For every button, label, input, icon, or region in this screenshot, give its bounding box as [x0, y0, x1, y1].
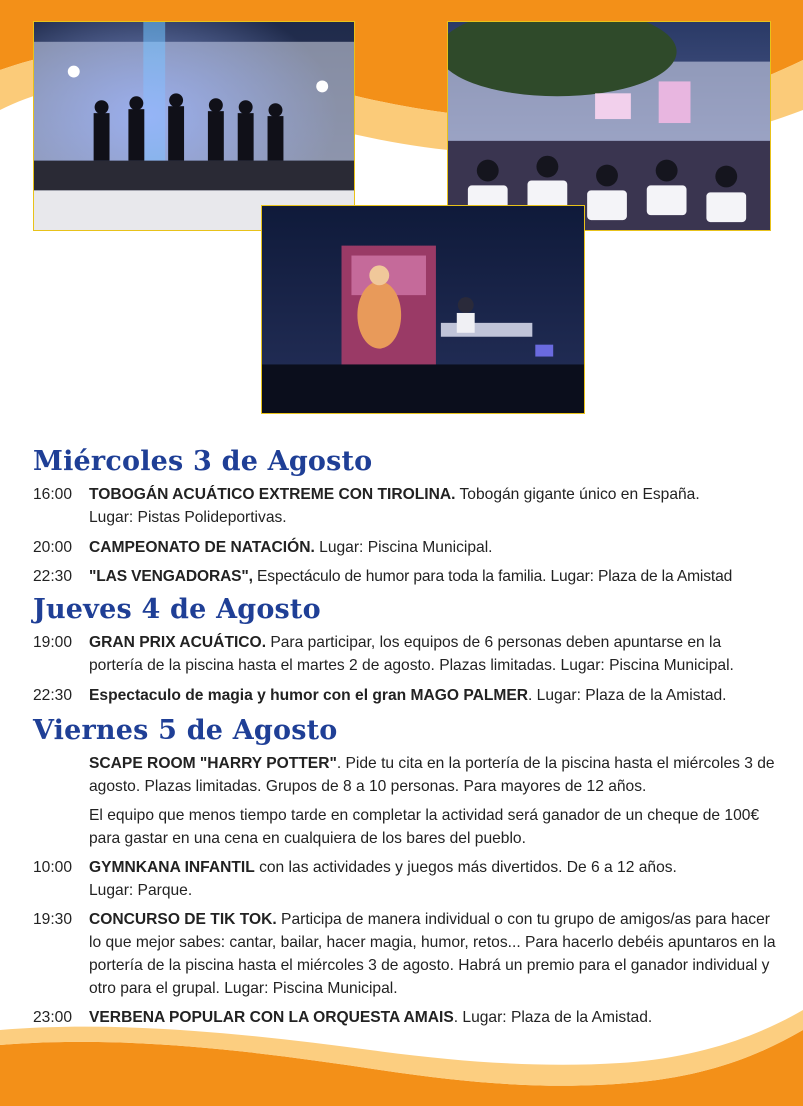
event-description — [89, 1006, 778, 1029]
band-concert-photo — [33, 21, 355, 231]
event-text: . Pide tu cita en la portería de la piscina hasta el miércoles 3 de agosto. Plazas limitadas. Grupos de 8 a 10 personas. Para mayores de 12 años. — [89, 755, 775, 795]
event-description — [89, 908, 778, 1000]
event-description — [89, 856, 778, 902]
day-heading: Miércoles 3 de Agosto — [33, 446, 373, 477]
event-item — [33, 483, 778, 529]
day-heading: Viernes 5 de Agosto — [33, 715, 338, 746]
event-description — [89, 804, 778, 850]
event-time: 19:00 — [33, 634, 73, 651]
event-time — [33, 752, 89, 798]
outdoor-cinema-audience-photo — [447, 21, 771, 231]
day-heading: Jueves 4 de Agosto — [33, 594, 321, 625]
event-title: GRAN PRIX ACUÁTICO. — [89, 634, 267, 651]
event-time: 19:30 — [33, 911, 73, 928]
event-item — [33, 536, 778, 559]
event-title: Espectaculo de magia y humor con el gran MAGO PALMER — [89, 687, 529, 704]
day-section-miercoles — [33, 444, 778, 588]
event-time — [33, 804, 89, 850]
event-title: TOBOGÁN ACUÁTICO EXTREME CON TIROLINA. — [89, 486, 456, 503]
event-description — [89, 631, 778, 677]
event-time: 22:30 — [33, 568, 73, 585]
event-description — [89, 752, 778, 798]
event-text: Tobogán gigante único en España. — [455, 486, 700, 503]
event-description — [89, 565, 778, 588]
event-title: CONCURSO DE TIK TOK. — [89, 911, 277, 928]
event-description — [89, 536, 778, 559]
event-text: Para participar, los equipos de 6 personas deben apuntarse en la portería de la piscina hasta el martes 2 de agosto. Plazas limitadas. Lugar: Piscina Municipal. — [89, 634, 734, 674]
event-text: con las actividades y juegos más divertidos. De 6 a 12 años. — [254, 859, 677, 876]
event-title: CAMPEONATO DE NATACIÓN. — [89, 539, 315, 556]
event-time: 23:00 — [33, 1009, 73, 1026]
day-section-jueves — [33, 592, 778, 707]
event-item — [33, 752, 778, 798]
event-location: Lugar: Parque. — [89, 882, 193, 899]
event-description — [89, 483, 778, 529]
event-text: . Lugar: Plaza de la Amistad. — [453, 1009, 653, 1026]
event-text: . Lugar: Plaza de la Amistad. — [528, 687, 727, 704]
event-title: GYMNKANA INFANTIL — [89, 859, 255, 876]
event-item — [33, 908, 778, 1000]
event-title: SCAPE ROOM "HARRY POTTER" — [89, 755, 337, 772]
event-location: Lugar: Pistas Polideportivas. — [89, 509, 287, 526]
event-time: 22:30 — [33, 687, 73, 704]
event-item — [33, 684, 778, 707]
event-title: VERBENA POPULAR CON LA ORQUESTA AMAIS — [89, 1009, 454, 1026]
event-item — [33, 565, 778, 588]
event-text: El equipo que menos tiempo tarde en completar la actividad será ganador de un cheque de 100€ para gastar en una cena en cualquiera de los bares del pueblo. — [89, 807, 760, 847]
program-content — [33, 444, 778, 1029]
event-time: 10:00 — [33, 859, 73, 876]
event-text: Lugar: Piscina Municipal. — [314, 539, 493, 556]
event-item — [33, 804, 778, 850]
event-title: "LAS VENGADORAS", — [89, 568, 253, 585]
day-section-viernes — [33, 713, 778, 1029]
event-text: Participa de manera individual o con tu grupo de amigos/as para hacer lo que mejor sabes: cantar, bailar, hacer magia, humor, retos... Para hacerlo debéis apuntaros en la portería de la piscina hasta el miércoles 3 de agosto. Habrá un premio para el ganador individual y otro para el grupal. Lugar: Piscina Municipal. — [89, 911, 776, 997]
event-description — [89, 684, 778, 707]
event-item — [33, 856, 778, 902]
event-time: 16:00 — [33, 486, 73, 503]
magic-show-stage-photo — [261, 205, 585, 414]
event-time: 20:00 — [33, 539, 73, 556]
event-text: Espectáculo de humor para toda la familia. Lugar: Plaza de la Amistad — [252, 568, 733, 585]
event-item — [33, 631, 778, 677]
event-item — [33, 1006, 778, 1029]
